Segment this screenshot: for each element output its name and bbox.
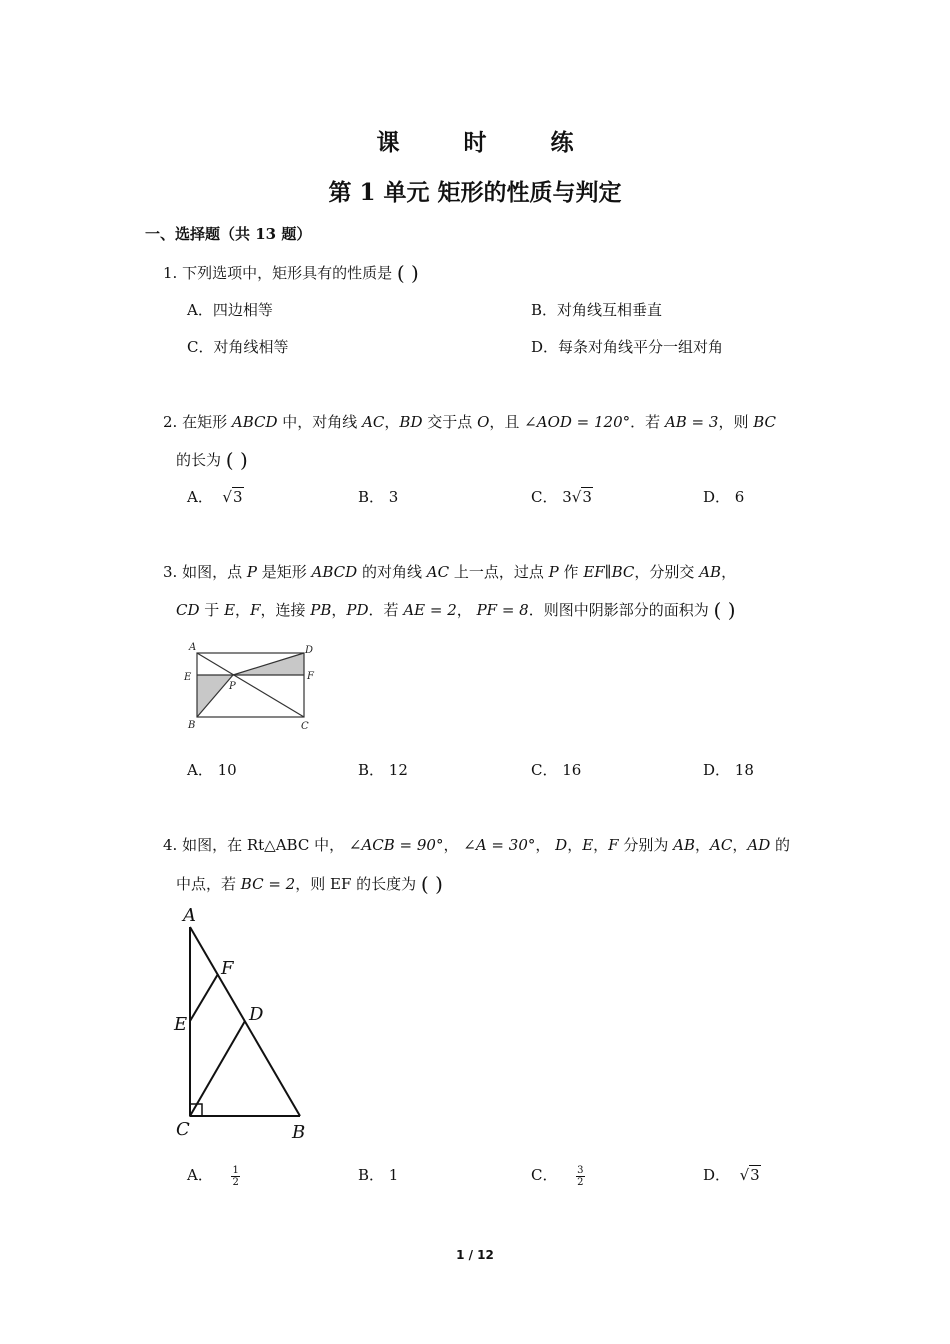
q2-option-d: D． 6 <box>703 488 745 506</box>
label-f: F <box>307 671 314 682</box>
answer-paren: ( ) <box>396 261 419 285</box>
page-title: 课 时 练 <box>376 129 602 156</box>
label-d: D <box>249 1004 264 1025</box>
question-2-stem-line1: 2. 在矩形 ABCD 中，对角线 AC，BD 交于点 O，且 ∠AOD = 120°．若 AB = 3，则 BC <box>163 413 777 431</box>
question-2-stem-line2: 的长为 ( ) <box>176 448 248 472</box>
q2-option-b: B． 3 <box>358 488 399 506</box>
q3-option-b: B． 12 <box>358 761 408 779</box>
q3-option-c: C． 16 <box>531 761 582 779</box>
label-e: E <box>184 672 192 683</box>
label-a: A <box>189 642 197 653</box>
label-b: B <box>188 720 196 731</box>
q3-option-d: D． 18 <box>703 761 754 779</box>
q3-rectangle-figure <box>180 638 320 734</box>
q1-option-a: A．四边相等 <box>187 301 273 319</box>
segment-cd <box>190 1021 245 1116</box>
q2-option-a: A． √3 <box>187 488 243 506</box>
question-4-stem-line2: 中点，若 BC = 2，则 EF 的长度为 ( ) <box>176 872 443 896</box>
question-3-stem-line1: 3. 如图，点 P 是矩形 ABCD 的对角线 AC 上一点，过点 P 作 EF∥BC，分别交 AB， <box>163 563 737 581</box>
label-f: F <box>221 958 234 979</box>
page-number: 1 / 12 <box>456 1248 494 1262</box>
label-b: B <box>292 1122 306 1143</box>
question-3-stem-line2: CD 于 E，F，连接 PB，PD．若 AE = 2， PF = 8．则图中阴影部分的面积为 ( ) <box>176 598 736 622</box>
q2-option-c: C． 3√3 <box>531 488 592 506</box>
label-e: E <box>174 1014 188 1035</box>
label-c: C <box>301 721 309 732</box>
q4-option-d: D． √3 <box>703 1166 760 1184</box>
unit-subtitle: 第 1 单元 矩形的性质与判定 <box>328 179 622 206</box>
q1-option-b: B．对角线互相垂直 <box>531 301 663 319</box>
question-1-stem: 1. 下列选项中，矩形具有的性质是 ( ) <box>163 261 419 285</box>
q4-option-a: A． $\frac{1}{2}$ <box>187 1164 239 1188</box>
q1-option-d: D．每条对角线平分一组对角 <box>531 338 724 356</box>
q4-triangle-figure <box>170 902 320 1146</box>
label-d: D <box>305 645 314 656</box>
label-c: C <box>176 1119 190 1140</box>
label-p: P <box>229 681 236 692</box>
section-heading: 一、选择题（共 13 题） <box>145 225 312 243</box>
q4-option-c: C． $\frac{3}{2}$ <box>531 1164 584 1188</box>
q1-option-c: C．对角线相等 <box>187 338 289 356</box>
question-4-stem-line1: 4. 如图，在 Rt△ABC 中， ∠ACB = 90°， ∠A = 30°， D，E，F 分别为 AB，AC，AD 的 <box>163 836 791 854</box>
q3-option-a: A． 10 <box>187 761 237 779</box>
label-a: A <box>183 905 196 926</box>
q4-option-b: B． 1 <box>358 1166 399 1184</box>
segment-ef <box>190 974 218 1021</box>
